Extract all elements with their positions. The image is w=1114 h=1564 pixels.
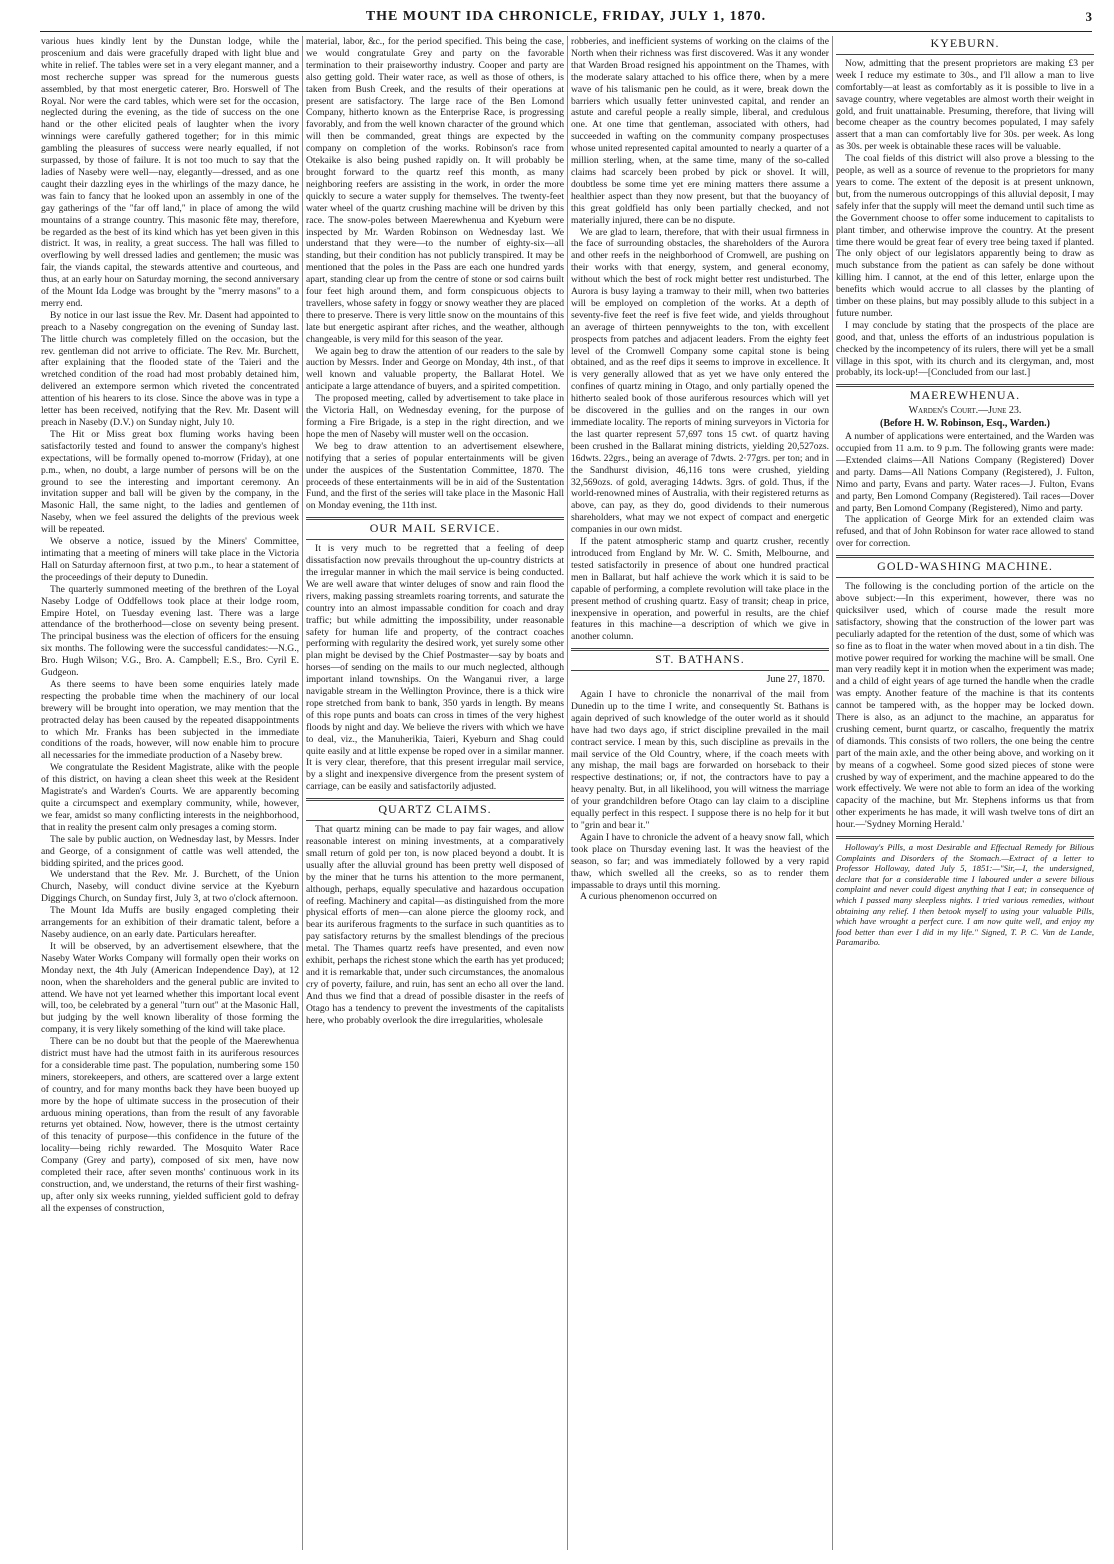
paragraph: We understand that the Rev. Mr. J. Burchett, of the Union Church, Naseby, will conduct divine service at the Kyeburn Diggings Church, on Sunday first, July 3, at two o'clock afternoon. bbox=[41, 869, 299, 905]
paragraph: Now, admitting that the present proprietors are making £3 per week I reduce my estimate to 30s., and I'll allow a man to live comfortably—at least as comfortably as it is possible to live in a savage country, where vegetables are almost worth their weight in gold, and fruit unattainable. Presuming, therefore, that living will become cheaper as the country becomes populated, I may safely assert that a man can comfortably live for 30s. per week. As long as 30s. per week is obtainable these races will be valuable. bbox=[836, 57, 1094, 153]
mail-service-heading: OUR MAIL SERVICE. bbox=[369, 521, 501, 536]
paragraph: It is very much to be regretted that a feeling of deep dissatisfaction now prevails throughout the up-country districts at the irregular manner in which the mail service is being conducted. We are well aware that winter deluges of snow and rain flood the rivers, making passing streamlets roaring torrents, and saturate the country into an almost impassable condition for coach and dray traffic; but while admitting the impossibility, under reasonable safety for human life and property, of the contract coaches performing with regularity the desired work, yet surely some other plan might be devised by the Chief Postmaster—say by boats and horses—of sending on the mails to our much neglected, although important inland townships. On the Wanganui river, a large navigable stream in the Wellington Province, there is a thick wire rope stretched from bank to bank, 350 yards in length. By means of this rope punts and boats can cross in times of the very highest floods by night and day. We believe the rivers with which we have to deal, viz., the Manuherikia, Taieri, Kyeburn and Shag could quite easily and at little expense be roped over in a similar manner. It is very clear, therefore, that this present irregular mail service, by a slight and inexpensive divergence from the present system of carriage, can be easily and satisfactorily adjusted. bbox=[306, 543, 564, 793]
paragraph: The Mount Ida Muffs are busily engaged completing their arrangements for an exhibition of their dramatic talent, before a Naseby audience, on an early date. Particulars hereafter. bbox=[41, 905, 299, 940]
paragraph: It will be observed, by an advertisement elsewhere, that the Naseby Water Works Company will formally open their works on Monday next, the 4th July (American Independence Day), at 12 noon, when the shareholders and the general public are invited to attend. We have not yet learned whether this important local event will, too, be celebrated by a general "turn out" at the Masonic Hall, but judging by the well known liberality of those forming the company, it is very likely something of the kind will take place. bbox=[41, 940, 299, 1036]
section-rule bbox=[306, 539, 564, 540]
column-2 bbox=[306, 36, 564, 1550]
court-line: Warden's Court.—June 23. bbox=[908, 405, 1022, 417]
paragraph: The following is the concluding portion of the article on the above subject:—In this experiment, however, there was no quicksilver used, which of course made the result more satisfactory, showing that the construction of the lower part was peculiarly adapted for the retention of the dust, some of which was so fine as to float in the water when moved about in a tin dish. The motive power required for working the machine will be small. One man very readily kept it in motion when the experiment was made; and a child of eight years of age turned the handle when the cradle was empty. Another feature of the machine is that its contents cannot be tampered with, as the hopper may be locked down. There is also, as an adjunct to the machine, an apparatus for crushing cement, burnt quartz, or cascalho, frequently the matrix of diamonds. This consists of two rollers, the one being the centre part of the main axle, and the other being above, and working on it by means of a cogwheel. Some good sized pieces of stone were crushed by way of experiment, and the machine appeared to do the work effectively. We were not able to form an idea of the working capacity of the machine, but Mr. Stephens informs us that from other experiments he has made, it will wash twelve tons of dirt an hour.—'Sydney Morning Herald.' bbox=[836, 581, 1094, 831]
paragraph: Again I have to chronicle the advent of a heavy snow fall, which took place on Thursday evening last. It was the heaviest of the season, so far; and was immediately followed by a very rapid thaw, which swelled all the creeks, so as to render them impassable to drays until this morning. bbox=[571, 831, 829, 891]
paragraph: I may conclude by stating that the prospects of the place are good, and that, unless the efforts of an industrious population is checked by the incompetency of its rulers, there will yet be a small village in this spot, with its church and its clergyman, and, most probably, its lock-up!—[Concluded from our last.] bbox=[836, 319, 1094, 379]
section-rule bbox=[836, 555, 1094, 558]
paragraph: We are glad to learn, therefore, that with their usual firmness in the face of surrounding obstacles, the shareholders of the Aurora and other reefs in the neighborhood of Cromwell, are pushing on their works with that energy, system, and general economy, without which the best of rock might better rest undisturbed. The Aurora is busy laying a tramway to their mill, when two batteries will be employed on completion of the works. At a depth of seventy-five feet the reef is five feet wide, and yields throughout an average of thirteen pennyweights to the ton, with excellent prospects from patches and adjacent leaders. From the eighty feet level of the Cromwell Company some capital stone is being obtained, and as the reef dips it seems to improve in excellence. It is very generally allowed that as yet we have only entered the confines of quartz mining in Otago, and only partially opened the hitherto sealed book of those auriferous resources which will yet be discovered in the gullies and on the ranges in our own immediate locality. The reports of mining surveyors in Victoria for the last quarter represent 57,697 tons 15 cwt. of quartz having been crushed in the Ballarat mining districts, yielding 20,527ozs. 16dwts. 22grs., being an average of 7dwts. 2·77grs. per ton; and in the Sandhurst division, 46,116 tons were crushed, yielding 32,569ozs. of gold, averaging 14dwts. 3grs. of gold. Thus, if the world-renowned mines of Australia, with their registered returns as above, can pay, as they do, good dividends to their numerous shareholders, what may we not expect of compact and energetic companies in our own midst. bbox=[571, 226, 829, 536]
section-rule bbox=[571, 648, 829, 651]
section-rule bbox=[836, 836, 1094, 839]
quartz-claims-heading: QUARTZ CLAIMS. bbox=[378, 802, 492, 817]
paragraph: various hues kindly lent by the Dunstan lodge, while the proscenium and dais were gracefully draped with light blue and white in relief. The tables were set in a very elegant manner, and a most recherche supper was spread for the numerous guests assembled, by that most energetic caterer, Bro. Horswell of The Royal. Nor were the card tables, which were set for the occasion, neglected during the evening, as the tide of success on the one hand or the other elicited peals of laughter when the ivory winnings were carefully gathered together; for in this mimic gambling the pleasures of success were nearly equalled, if not surpassed, by those of failure. It is not too much to say that the ladies of Naseby were well—nay, elegantly—dressed, and as one caught their dazzling eyes in the whirlings of the mazy dance, he was fain to fancy that he looked upon an assembly in one of the gay gatherings of the "far off land," in place of among the wild mountains of a strange country. This masonic fête may, therefore, be regarded as the best of its kind which has yet been given in this district. It was, in reality, a great success. The hall was filled to overflowing by well dressed ladies and gentlemen; the music was fair, the viands capital, the stewards attentive and courteous, and thus, at an early hour on Saturday morning, the second anniversary of the Mount Ida Lodge was brought by the "merry masons" to a merry end. bbox=[41, 36, 299, 309]
paragraph: We beg to draw attention to an advertisement elsewhere, notifying that a series of popular entertainments will be given under the auspices of the Sustentation Committee, 1870. The proceeds of these entertainments will be in aid of the Sustentation Fund, and the first of the series will take place in the Masonic Hall on Monday evening, the 11th inst. bbox=[306, 440, 564, 512]
paragraph: robberies, and inefficient systems of working on the claims of the North when their richness was first discovered. Was it any wonder that Warden Broad resigned his appointment on the Thames, with the moderate salary attached to his office there, when by a mere wave of his talismanic pen he could, as it were, break down the barriers which usually fetter uninvested capital, and render an astute and careful people a really simple, liberal, and credulous one. At one time that gentleman, associated with others, had succeeded in wafting on the community company prospectuses whose united represented capital amounted to nearly a quarter of a million sterling, when, at the same time, many of the so-called claims had scarcely been probed by pick or shovel. It will, doubtless be some time yet ere mining matters there assume a healthier aspect than they now present, but that the buoyancy of this great goldfield has only been partially checked, and not materially injured, there can be no dispute. bbox=[571, 36, 829, 226]
section-rule bbox=[306, 798, 564, 801]
maerewhenua-heading: MAEREWHENUA. bbox=[909, 388, 1021, 403]
paragraph: A curious phenomenon occurred on bbox=[580, 891, 717, 903]
paragraph: We congratulate the Resident Magistrate, alike with the people of this district, on having a clean sheet this week at the Resident Magistrate's and Warden's Courts. We are apparently becoming quite a circumspect and exemplary community, while, however, we fear, amidst so many conflicting interests in the neighborhood, that in reality the present calm only presages a coming storm. bbox=[41, 762, 299, 833]
section-rule bbox=[836, 577, 1094, 578]
column-1 bbox=[41, 36, 299, 1550]
kyeburn-heading: KYEBURN. bbox=[930, 36, 1000, 50]
column-divider bbox=[302, 36, 303, 1550]
paragraph: As there seems to have been some enquiries lately made respecting the probable time when the machinery of our local brewery will be brought into operation, we may mention that the protracted delay has been caused by the repeated disappointments to which Mr. Franks has been subjected in the immediate conditions of the roads, however, will now enable him to procure all necessaries for the immediate production of a Naseby brew. bbox=[41, 678, 299, 762]
paragraph: We observe a notice, issued by the Miners' Committee, intimating that a meeting of miners will take place in the Victoria Hall on Saturday afternoon first, at two p.m., to hear a statement of the proceedings of their deputy to Dunedin. bbox=[41, 536, 299, 583]
column-3 bbox=[571, 36, 829, 1550]
paragraph: If the patent atmospheric stamp and quartz crusher, recently introduced from England by Mr. W. C. Smith, Melbourne, and tested satisfactorily in presence of about one hundred practical men in Ballarat, but half achieve the work which it is said to be capable of performing, a complete revolution will take place in the present method of crushing quartz. Easy of transit; cheap in price, inexpensive in operation, and powerful in results, are the chief features in this machine—a description of which we give in another column. bbox=[571, 536, 829, 643]
before-line: (Before H. W. Robinson, Esq., Warden.) bbox=[880, 418, 1050, 430]
paragraph: The proposed meeting, called by advertisement to take place in the Victoria Hall, on Wednesday evening, for the purpose of forming a Fire Brigade, is a step in the right direction, and we hope the men of Naseby will muster well on the occasion. bbox=[306, 393, 564, 440]
gold-washing-heading: GOLD-WASHING MACHINE. bbox=[877, 559, 1053, 574]
dateline: June 27, 1870. bbox=[766, 674, 825, 686]
column-divider bbox=[832, 36, 833, 1550]
section-rule bbox=[306, 820, 564, 821]
paragraph: A number of applications were entertained, and the Warden was occupied from 11 a.m. to 9 p.m. The following grants were made:—Extended claims—All Nations Company (Registered) Dover and party. Dams—All Nations Company (Registered), J. Fulton, Nimo and party, Evans and party. Water races—J. Fulton, Evans and party, Ben Lomond Company (Registered). Tail races—Dover and party, Ben Lomond Company (Registered), Nimo and party. bbox=[836, 431, 1094, 514]
masthead bbox=[40, 6, 1092, 32]
column-divider bbox=[567, 36, 568, 1550]
paragraph: The quarterly summoned meeting of the brethren of the Loyal Naseby Lodge of Oddfellows took place at their lodge room, Empire Hotel, on Tuesday evening last. There was a large attendance of the brotherhood—close on seventy being present. The principal business was the election of officers for the ensuing six months. The following were the successful candidates:—N.G., Bro. Hugh Wilson; V.G., Bro. A. Campbell; E.S., Bro. Cyril E. Gudgeon. bbox=[41, 583, 299, 679]
paragraph: The Hit or Miss great box fluming works having been satisfactorily tested and found to answer the company's highest expectations, will be formally opened to-morrow (Friday), at one p.m., when, no doubt, a large number of persons will be on the ground to see the interesting and important ceremony. An invitation supper and ball will be given by the company, in the Masonic Hall, the same night, to the ladies and gentlemen of Naseby, when we feel assured the delights of the previous week will be repeated. bbox=[41, 428, 299, 536]
section-rule bbox=[836, 54, 1094, 55]
paragraph: The coal fields of this district will also prove a blessing to the people, as well as a source of revenue to the proprietors for many years to come. The extent of the deposit is at present unknown, but, from the numerous outcroppings of this alluvial deposit, I may safely infer that the supply will meet the demand until such time as the Government choose to offer some inducement to capitalists to plant timber, and otherwise improve the country. At the present time there would be great fear of every tree being taxed if planted. The only object of our legislators apparently being to draw as much substance from the patient as can safely be done without killing him. I cannot, at the end of this letter, enlarge upon the benefits which would accrue to all classes by the planting of timber on these plains, but may possibly allude to this subject in a future number. bbox=[836, 153, 1094, 319]
section-rule bbox=[836, 384, 1094, 387]
section-rule bbox=[306, 517, 564, 520]
paragraph: The sale by public auction, on Wednesday last, by Messrs. Inder and George, of a consignment of cattle was well attended, the bidding spirited, and the prices good. bbox=[41, 833, 299, 869]
paragraph: material, labor, &c., for the period specified. This being the case, we would congratulate Grey and party on the favorable termination to their praiseworthy industry. Cooper and party are also getting gold. Their water race, as well as those of others, is taken from Bush Creek, and the results of their operations at present are satisfactory. The large race of the Ben Lomond Company, hitherto known as the Enterprise Race, is progressing favorably, and from the well known character of the ground which will then be commanded, great things are expected by the company on completion of the works. Robinson's race from Otekaike is also being pushed rapidly on. It will probably be brought forward to the quartz reef this month, as many neighboring reefers are assisting in the work, in order the more quickly to secure a water supply for themselves. The twenty-feet water wheel of the quartz crushing machine will be driven by this race. The snow-poles between Maerewhenua and Kyeburn were inspected by Mr. Warden Robinson on Wednesday last. We understand that they were—to the number of eighty-six—all standing, but their condition has not publicly transpired. It may be mentioned that the poles in the Pass are each one hundred yards apart, standing clear up from the centre of stone or sod cairns built four feet high around them, and form conspicuous objects to travellers, whose safety in foggy or snowy weather they are placed there to preserve. There is very little snow on the mountains of this late but energetic aspirant after riches, and the weather, although changeable, is very mild for this season of the year. bbox=[306, 36, 564, 345]
paragraph: The application of George Mirk for an extended claim was refused, and that of John Robinson for water race allowed to stand over for correction. bbox=[836, 514, 1094, 550]
paragraph: Again I have to chronicle the nonarrival of the mail from Dunedin up to the time I write, and consequently St. Bathans is again deprived of such knowledge of the outer world as it should have had two days ago, if strict discipline prevailed in the mail contract service. I mean by this, such discipline as prevails in the mail service of the Old Country, where, if the coach meets with any mishap, the mail bags are forwarded on horseback to their respective destinations; or, if not, the contractors have to pay a heavy penalty. But, in all likelihood, you will witness the marriage of your grandchildren before Otago can lay claim to a discipline equally perfect in this respect. I suppose there is no help for it but to "grin and bear it." bbox=[571, 689, 829, 831]
paragraph: We again beg to draw the attention of our readers to the sale by auction by Messrs. Inder and George on Monday, 4th inst., of that well known and valuable property, the Ballarat Hotel. We anticipate a large attendance of buyers, and a spirited competition. bbox=[306, 345, 564, 393]
page-number: 3 bbox=[1085, 9, 1092, 24]
newspaper-title: THE MOUNT IDA CHRONICLE, FRIDAY, JULY 1, 1870. bbox=[365, 9, 767, 24]
column-4 bbox=[836, 36, 1094, 1550]
paragraph: There can be no doubt but that the people of the Maerewhenua district must have had the utmost faith in its auriferous resources for a considerable time past. The population, numbering some 150 miners, storekeepers, and others, are scattered over a large extent of country, and for many months back they have been buoyed up more by the hope of ultimate success in the prosecution of their arduous mining operations, than from the result of any favorable returns yet obtained. Now, however, there is the utmost certainty of this tenacity of purpose—this confidence in the future of the locality—being richly rewarded. The Mosquito Water Race Company (Grey and party), composed of six men, have now completed their race, after seven months' continuous work in its construction, and, we understand, the returns of their first washing-up, after only six weeks running, yielded sufficient gold to defray all the expenses of construction, bbox=[41, 1036, 299, 1214]
st-bathans-heading: ST. BATHANS. bbox=[655, 652, 745, 667]
section-rule bbox=[571, 670, 829, 671]
paragraph: By notice in our last issue the Rev. Mr. Dasent had appointed to preach to a Naseby congregation on the evening of Sunday last. The little church was completely filled on the occasion, but the rev. gentleman did not arrive to officiate. The Rev. Mr. Burchett, after explaining that the flooded state of the Taieri and the wretched condition of the road had most probably detained him, delivered an extempore sermon which riveted the concentrated attention of his hearers to its close. Since the above was in type a letter has been received, notifying that the Rev. Mr. Dasent will preach in Naseby (D.V.) on Sunday night, July 10. bbox=[41, 309, 299, 428]
paragraph: That quartz mining can be made to pay fair wages, and allow reasonable interest on mining investments, at a comparatively small return of gold per ton, is now placed beyond a doubt. It is usually after the alluvial ground has been pretty well disposed of by the miner that he turns his attention to the more permanent, although, perhaps, equally speculative and hazardous occupation of reefing. Machinery and capital—as distinguished from the more physical efforts of men—can alone pierce the gloomy rock, and bear its auriferous fragments to the surface in such quantities as to pay satisfactory returns by the smallest blendings of the precious metal. The Thames quartz reefs have presented, and even now exhibit, perhaps the richest stone which the earth has yet produced; and it is remarkable that, under such circumstances, the anomalous cry of poverty, failure, and ruin, has sent an echo all over the land. And thus we find that a dread of possible disaster in the reefs of Otago has a tendency to prevent the investments of the capitalists here, who probably overlook the dire irregularities, wholesale bbox=[306, 824, 564, 1026]
holloway-advertisement: Holloway's Pills, a most Desirable and Effectual Remedy for Bilious Complaints and Disorders of the Stomach.—Extract of a letter to Professor Holloway, dated July 5, 1851:—"Sir,—I, the undersigned, declare that for a considerable time I laboured under a severe bilious complaint and never could digest anything that I eat; in consequence of which I passed many sleepless nights. I tried various remedies, without obtaining any relief. I then betook myself to using your valuable Pills, which have wrought a perfect cure. I am now quite well, and enjoy my food better than ever I did in my life." Signed, T. P. C. Van de Lande, Paramaribo. bbox=[836, 842, 1094, 948]
